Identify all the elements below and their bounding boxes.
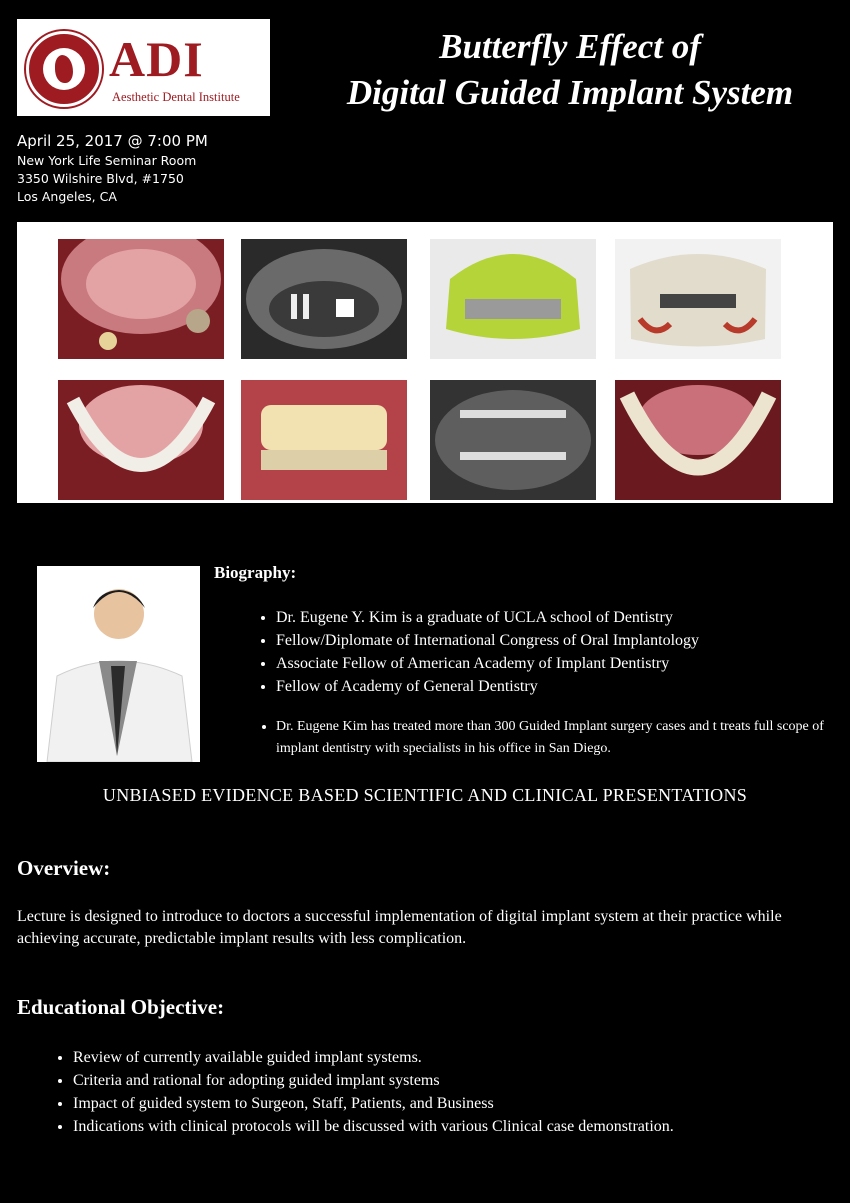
list-item: • Dr. Eugene Y. Kim is a graduate of UCLA school of Dentistry: [276, 606, 850, 629]
overview-text: Lecture is designed to introduce to doctors a successful implementation of digital implant system at their practice while achieving accurate, predictable implant results with less complication.: [17, 908, 782, 947]
list-item: • Dr. Eugene Kim has treated more than 300 Guided Implant surgery cases and t treats full scope of implant dentistry with specialists in his office in San Diego.: [276, 716, 850, 760]
event-info: [17, 130, 208, 206]
digital-model-photo: [430, 239, 596, 359]
event-datetime: April 25, 2017 @ 7:00 PM: [17, 132, 208, 150]
title-line-1: Butterfly Effect of: [439, 27, 701, 66]
tagline: UNBIASED EVIDENCE BASED SCIENTIFIC AND CLINICAL PRESENTATIONS: [102, 785, 748, 805]
overview-heading: Overview:: [17, 856, 111, 880]
intraoral-photo-3: [615, 380, 781, 500]
objective-list: [18, 1046, 833, 1138]
objective-heading: Educational Objective:: [17, 995, 225, 1019]
list-item: • Associate Fellow of American Academy of Implant Dentistry: [276, 652, 850, 675]
biography-extra-list: [236, 716, 850, 760]
surgical-guide-photo: [615, 239, 781, 359]
intraoral-photo-1: [58, 239, 224, 359]
title-line-2: Digital Guided Implant System: [346, 73, 794, 112]
case-photo-gallery: [17, 222, 833, 503]
list-item: • Fellow of Academy of General Dentistry: [276, 675, 850, 698]
list-item: • Impact of guided system to Surgeon, Staff, Patients, and Business: [73, 1092, 833, 1115]
event-city: Los Angeles, CA: [17, 189, 117, 204]
biography-list: [236, 606, 850, 698]
smile-photo: [241, 380, 407, 500]
list-item: • Fellow/Diplomate of International Congress of Oral Implantology: [276, 629, 850, 652]
list-item: • Review of currently available guided implant systems.: [73, 1046, 833, 1069]
panoramic-xray-2: [430, 380, 596, 500]
list-item: • Indications with clinical protocols will be discussed with various Clinical case demonstration.: [73, 1115, 833, 1138]
logo-subtitle: Aesthetic Dental Institute: [112, 90, 240, 104]
list-item: • Criteria and rational for adopting guided implant systems: [73, 1069, 833, 1092]
intraoral-photo-2: [58, 380, 224, 500]
biography-heading: Biography:: [214, 563, 297, 582]
panoramic-xray-1: [241, 239, 407, 359]
adi-seal-icon: [26, 31, 102, 107]
event-address: 3350 Wilshire Blvd, #1750: [17, 171, 184, 186]
event-venue: New York Life Seminar Room: [17, 153, 197, 168]
logo-wordmark: ADI: [109, 31, 204, 87]
page-title: [290, 24, 850, 116]
doctor-portrait: [37, 566, 200, 762]
adi-logo: [17, 19, 270, 116]
